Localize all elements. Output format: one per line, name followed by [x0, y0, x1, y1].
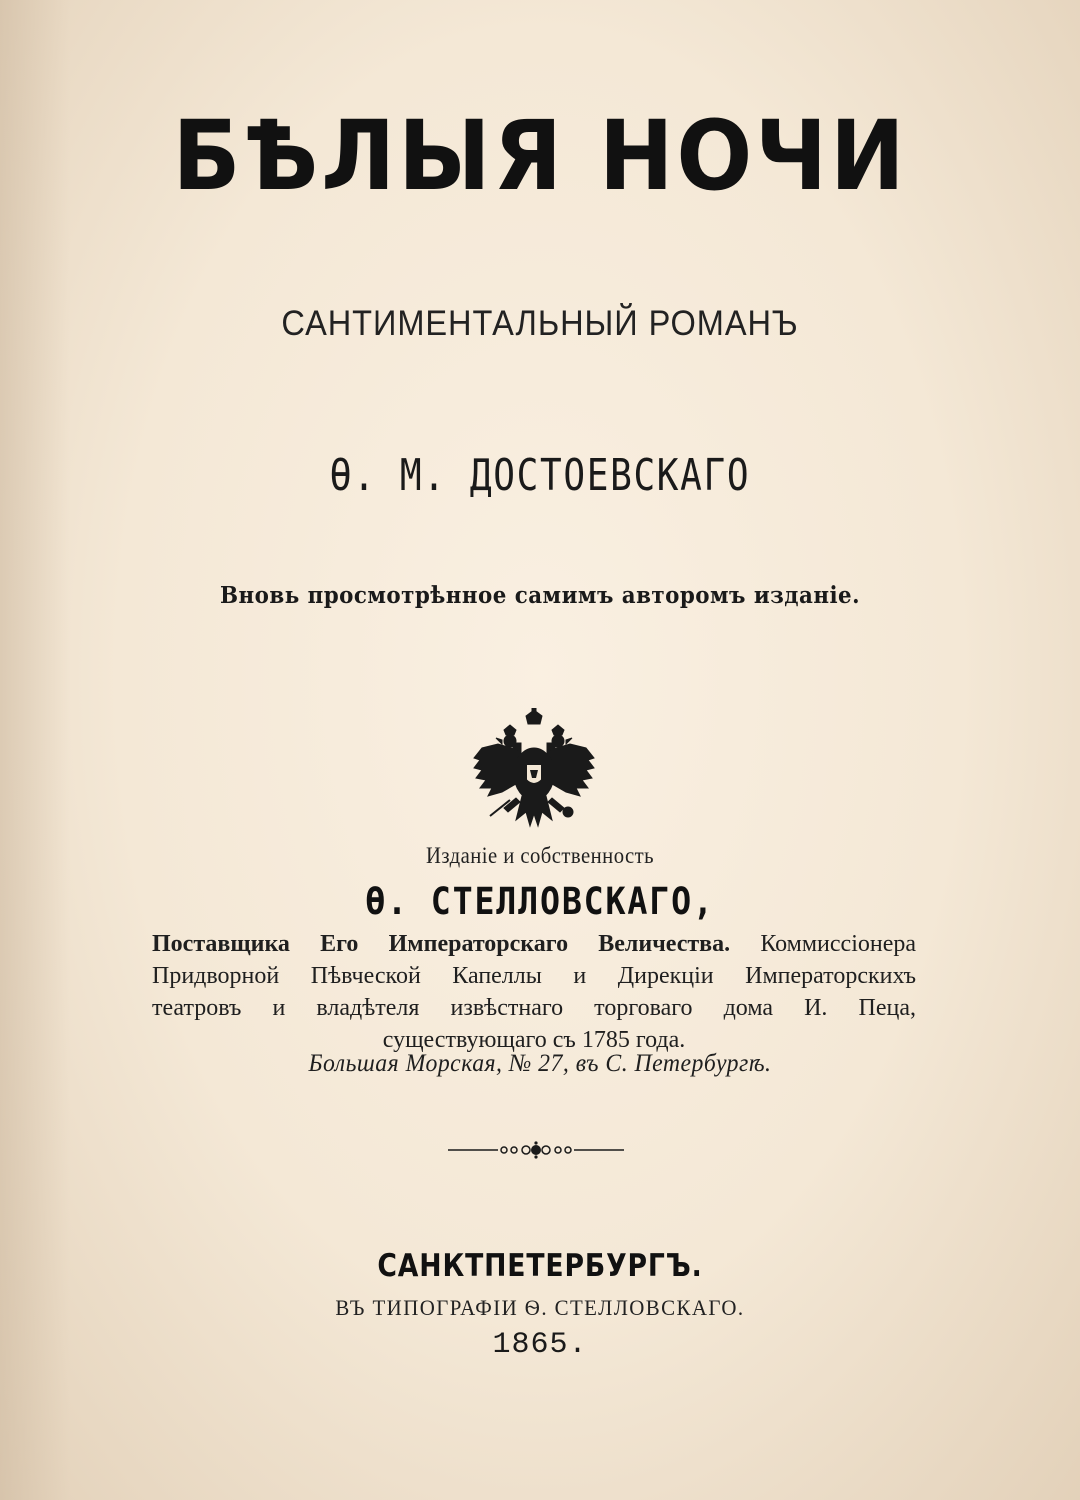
publisher-address: Большая Морская, № 27, въ С. Петербургѣ. — [308, 1050, 772, 1077]
book-title: БѢЛЫЯ НОЧИ — [172, 100, 908, 212]
publisher-desc-line-1 — [152, 928, 916, 960]
publisher-name: Ѳ. СТЕЛЛОВСКАГО, — [365, 880, 715, 923]
imprint-year: 1865. — [492, 1328, 588, 1362]
book-subtitle: САНТИМЕНТАЛЬНЫЙ РОМАНЪ — [281, 304, 799, 343]
publisher-desc-line-2: Придворной Пѣвческой Капеллы и Дирекціи Императорскихъ — [152, 963, 916, 989]
double-headed-eagle-icon — [470, 708, 598, 834]
publisher-description — [152, 928, 916, 1056]
edition-note: Вновь просмотрѣнное самимъ авторомъ изданіе. — [219, 582, 861, 609]
author-name: Ѳ. М. ДОСТОЕВСКАГО — [329, 450, 751, 501]
imprint-printer: ВЪ ТИПОГРАФІИ Ѳ. СТЕЛЛОВСКАГО. — [335, 1295, 745, 1320]
publisher-intro: Изданіе и собственность — [425, 843, 655, 868]
imprint-city: САНКТПЕТЕРБУРГЪ. — [377, 1248, 703, 1284]
publisher-desc-line-3: театровъ и владѣтеля извѣстнаго торговаго дома И. Пеца, — [152, 995, 916, 1021]
publisher-title-bold: Поставщика Его Императорскаго Величества. — [152, 931, 731, 957]
ornament-divider-icon — [448, 1141, 624, 1159]
publisher-title-rest: Коммиссіонера — [760, 931, 917, 957]
publisher-desc-line-4: существующаго съ 1785 года. — [382, 1027, 686, 1053]
